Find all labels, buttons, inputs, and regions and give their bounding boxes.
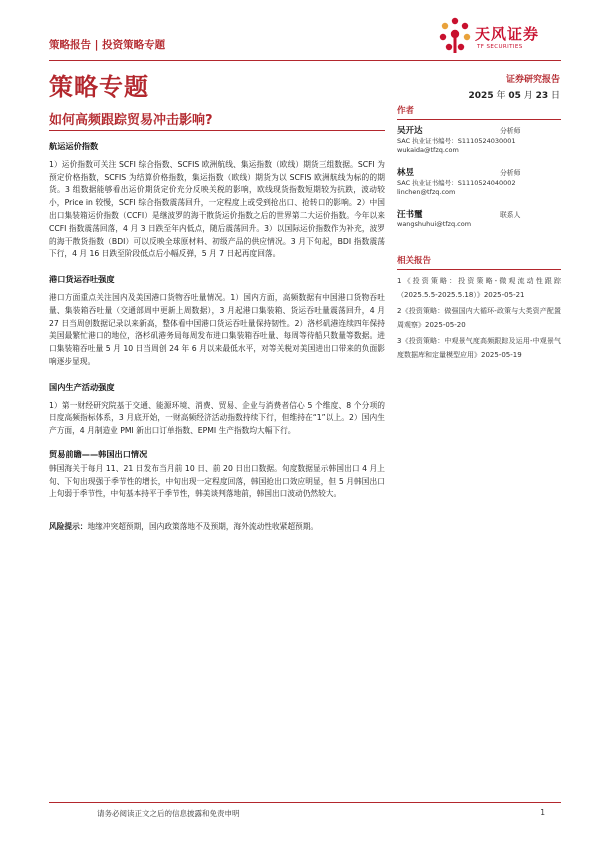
date-month: 05 [508, 91, 521, 101]
section-paragraph: 1）第一财经研究院基于交通、能源环境、消费、贸易、企业与消费者信心 5 个维度、8 个分项的日度高频指标体系，3 月底开始，一财高频经济活动指数持续下行，但维持在“1”以上。2）国内生产方面，4 月制造业 PMI 新出口订单指数、EPMI 生产指数均大幅下行。 [49, 400, 385, 436]
section-paragraph: 韩国海关于每月 11、21 日发布当月前 10 日、前 20 日出口数据。旬度数据显示韩国出口 4 月上旬、下旬出现强于季节性的增长，中旬出现一定程度回落，韩国抢出口效应明显，但 5 月韩国出口上旬弱于季节性，中旬基本持平于季节性，韩美谈判落地前，韩国出口波动仍然较大。 [49, 463, 385, 499]
authors-heading: 作者 [397, 104, 561, 120]
author-role: 分析师 [500, 169, 521, 177]
related-reports-heading: 相关报告 [397, 254, 561, 270]
cert-label: SAC 执业证书编号： [397, 137, 458, 145]
author-name: 林昱 [397, 168, 415, 178]
section-production [49, 381, 385, 438]
section-heading: 国内生产活动强度 [49, 381, 115, 392]
section-heading: 贸易前瞻——韩国出口情况 [49, 448, 148, 459]
title-divider [49, 130, 385, 131]
company-logo [438, 14, 568, 58]
author-email[interactable]: wangshuhui@tfzq.com [397, 220, 472, 228]
report-date: 2025 年 05 月 23 日 [468, 91, 560, 101]
author-name: 吴开达 [397, 126, 423, 136]
related-report-link[interactable]: 3《投资策略：中观景气度高频跟踪及运用-中观景气度数据库和定量模型应用》2025-05-19 [397, 337, 561, 359]
cert-number: S1110524040002 [457, 179, 516, 187]
report-type: 证券研究报告 [505, 75, 560, 85]
sidebar [397, 104, 561, 364]
date-day: 23 [535, 91, 549, 101]
author-card [397, 208, 561, 240]
page-number: 1 [540, 808, 545, 817]
author-cert [397, 178, 516, 187]
cert-number: S1110524030001 [457, 137, 516, 145]
section-heading: 航运运价指数 [49, 141, 99, 151]
section-shipping [49, 140, 385, 261]
related-report-link[interactable]: 1《投资策略：投资策略-微观流动性跟踪（2025.5.5-2025.5.18）》2025-05-21 [397, 277, 561, 299]
risk-text: 地缘冲突超预期，国内政策落地不及预期，海外流动性收紧超预期。 [87, 522, 319, 532]
flower-logo-icon [438, 16, 472, 56]
cert-label: SAC 执业证书编号： [397, 179, 458, 187]
section-port [49, 273, 385, 369]
author-email[interactable]: wukaida@tfzq.com [397, 146, 459, 154]
author-role: 分析师 [500, 127, 521, 135]
risk-warning [49, 521, 385, 534]
report-category: 策略专题 [49, 73, 149, 101]
related-report-link[interactable]: 2《投资策略：做强国内大循环-政策与大类资产配置周观察》2025-05-20 [397, 307, 561, 329]
logo-text-en: TF SECURITIES [477, 44, 523, 50]
author-email[interactable]: linchen@tfzq.com [397, 188, 456, 196]
date-year: 2025 [468, 91, 494, 101]
header-divider [49, 60, 561, 61]
author-name: 汪书璽 [397, 210, 423, 220]
section-paragraph: 港口方面重点关注国内及美国港口货物吞吐量情况。1）国内方面，高频数据有中国港口货物吞吐量、集装箱吞吐量（交通部周中更新上周数据），3 月起港口集装箱、货运吞吐量震荡回升，4 月 27 日当周创数据记录以来新高，整体看中国港口货运吞吐量保持韧性。2）洛杉矶港连续四年保持美国最繁忙港口的地位，洛杉矶港务局每周发布进口集装箱吞吐量、每周等待船只数量等数据。进口集装箱吞吐量 5 月 10 日当周创 24 年 6 月以来最低水平，对等关税对美国进出口带来的负面影响逐步显现。 [49, 292, 385, 366]
risk-label: 风险提示： [49, 522, 88, 532]
footer-disclaimer: 请务必阅读正文之后的信息披露和免责申明 [97, 809, 240, 818]
author-card [397, 166, 561, 208]
section-heading: 港口货运吞吐强度 [49, 274, 115, 285]
author-card [397, 124, 561, 166]
author-role: 联系人 [500, 211, 521, 219]
logo-text-cn: 天风证券 [475, 25, 540, 43]
author-cert [397, 136, 516, 145]
section-paragraph: 1）运价指数可关注 SCFI 综合指数、SCFIS 欧洲航线、集运指数（欧线）期货三组数据。SCFI 为预定价格指数，SCFIS 为结算价格指数，集运指数（欧线）期货为以 SCFIS 欧洲航线为标的的期货。3 组数据能够看出运价期货定价充分反映关税的影响，欧线现货指数短期较为抗跌，波动较小，Price in 较慢，SCFI 综合指数震荡回升，一定程度上或受到抢出口、抢转口的影响。2）中国出口集装箱运价指数（CCFI）是继波罗的海干散货运价指数之后的世界第二大运价指数。今年以来 CCFI 指数震荡回落，4 月 3 日跌至年内低点，随后震荡回升。3）以国际运价指数作为补充，波罗的海干散货指数（BDI）可以反映全球原材料、初级产品的供应情况。3 月下旬起，BDI 指数震荡下行，4 月 16 日跌至阶段低点后小幅反弹，5 月 7 日起再度回落。 [49, 159, 385, 259]
footer-divider [49, 802, 561, 803]
report-title: 如何高频跟踪贸易冲击影响? [49, 113, 213, 128]
breadcrumb: 策略报告 | 投资策略专题 [49, 39, 166, 51]
main-content [49, 140, 385, 546]
section-korea-exports [49, 448, 385, 501]
